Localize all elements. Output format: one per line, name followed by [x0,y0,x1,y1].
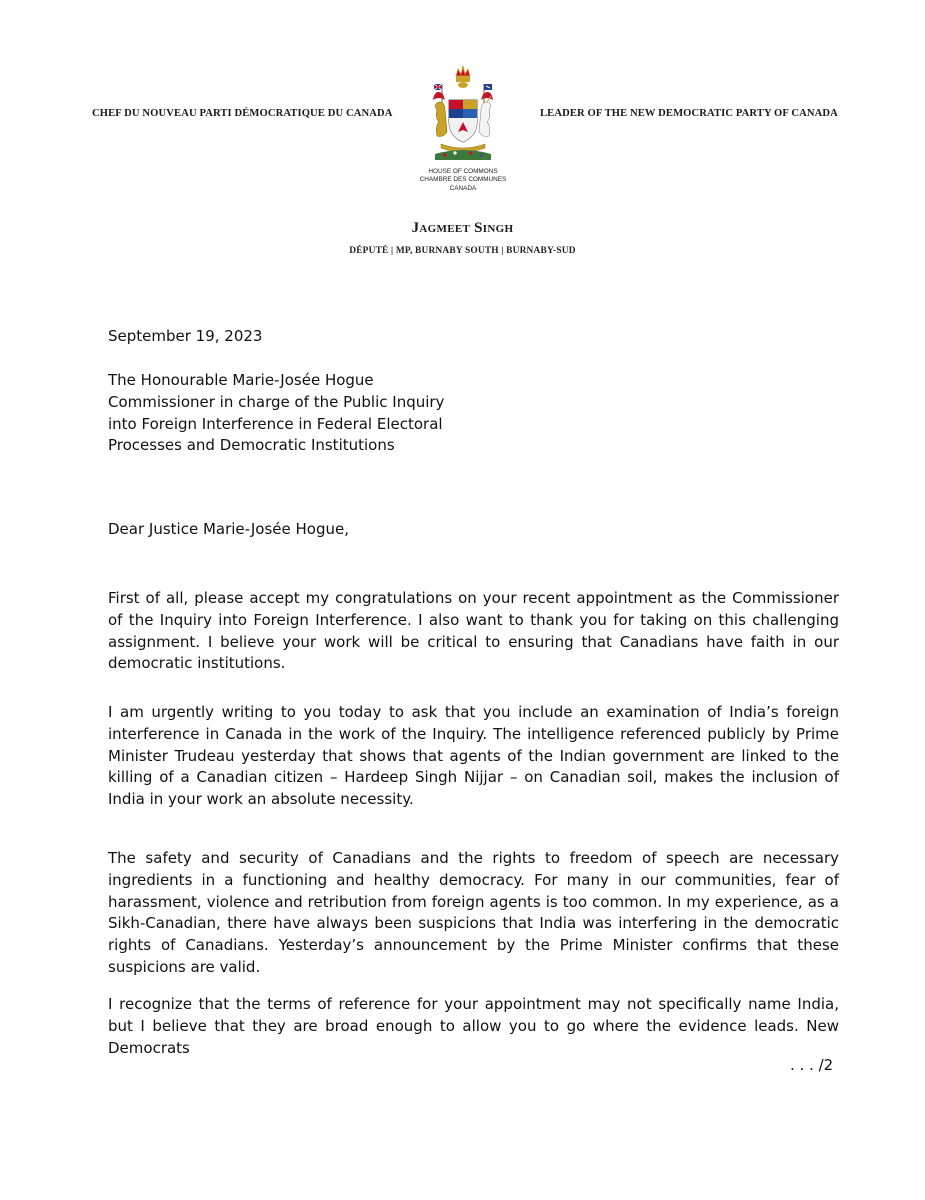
recipient-address [108,370,839,457]
recipient-line: Commissioner in charge of the Public Inquiry [108,392,445,411]
house-line-french: CHAMBRE DES COMMUNES [419,176,507,184]
lion-supporter-icon [435,102,447,137]
paragraph-terms: I recognize that the terms of reference for your appointment may not specifically name India, but I believe that they are broad enough to allow you to go where the evidence leads. New Democrats [108,995,839,1057]
recipient-line: The Honourable Marie-Josée Hogue [108,371,374,389]
house-line-country: CANADA [449,184,477,192]
recipient-line: Processes and Democratic Institutions [108,436,395,455]
salutation: Dear Justice Marie-Josée Hogue, [108,520,350,538]
letter-date: September 19, 2023 [108,327,263,345]
paragraph-request: I am urgently writing to you today to ask that you include an examination of India’s foreign interference in Canada in the work of the Inquiry. The intelligence referenced publicly by Prime Minister Trudeau yesterday that shows that agents of the Indian government are linked to the killing of a Canadian citizen – Hardeep Singh Nijjar – on Canadian soil, makes the inclusion of India in your work an absolute necessity. [108,703,839,809]
sender-title: DÉPUTÉ | MP, BURNABY SOUTH | BURNABY-SUD [349,246,576,256]
letterhead-french: CHEF DU NOUVEAU PARTI DÉMOCRATIQUE DU CANADA [92,108,393,119]
paragraph-congratulations: First of all, please accept my congratulations on your recent appointment as the Commissioner of the Inquiry into Foreign Interference. I also want to thank you for taking on this challenging assignment. I believe your work will be critical to ensuring that Canadians have faith in our democratic institutions. [108,589,839,673]
coat-of-arms-icon [425,66,501,166]
unicorn-supporter-icon [479,96,491,137]
letterhead-english: LEADER OF THE NEW DEMOCRATIC PARTY OF CANADA [540,108,838,119]
shield-icon [449,100,477,142]
recipient-line: into Foreign Interference in Federal Electoral [108,414,443,433]
house-line-english: HOUSE OF COMMONS [428,168,498,175]
crown-icon [456,66,470,82]
sender-name: Jagmeet Singh [411,220,514,236]
house-of-commons-label [388,168,538,193]
paragraph-safety: The safety and security of Canadians and the rights to freedom of speech are necessary ingredients in a functioning and healthy democracy. For many in our communities, fear of harassment, violence and retribution from foreign agents is too common. In my experience, as a Sikh-Canadian, there have always been suspicions that India was interfering in the democratic rights of Canadians. Yesterday’s announcement by the Prime Minister confirms that these suspicions are valid. [108,849,839,976]
page-continuation-marker: . . . /2 [790,1056,834,1074]
